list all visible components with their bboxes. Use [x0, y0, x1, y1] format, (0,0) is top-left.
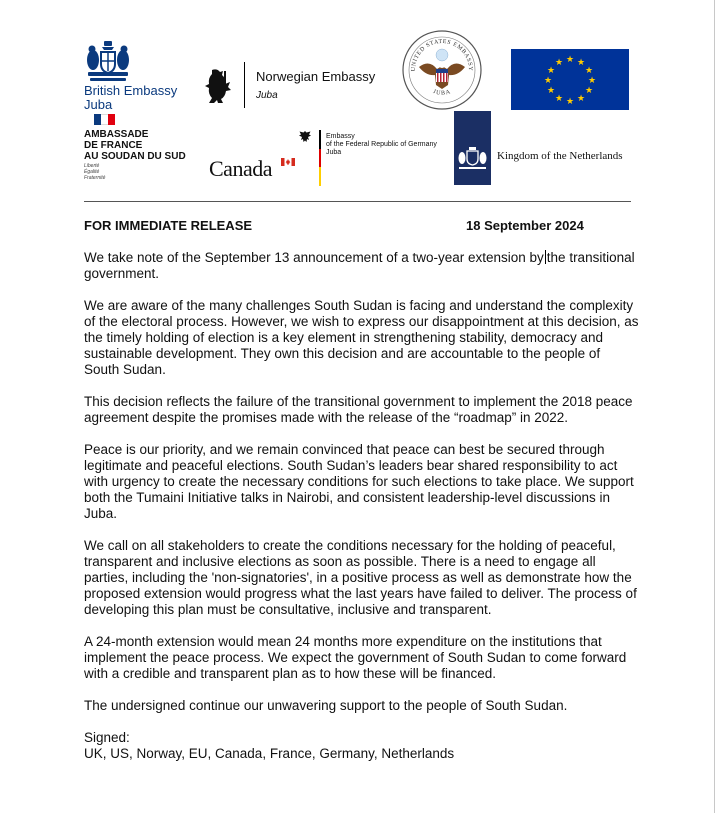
paragraph-1 — [84, 250, 639, 282]
norway-embassy-name: Norwegian Embassy — [256, 69, 376, 84]
text-cursor — [545, 250, 546, 264]
royal-coat-of-arms-icon — [84, 40, 132, 84]
german-eagle-icon — [298, 130, 312, 144]
paragraph-1-part-a: We take note of the September 13 announcement of a two-year extension by — [84, 250, 544, 265]
immediate-release-label: FOR IMMEDIATE RELEASE — [84, 218, 253, 233]
france-motto-line1: Liberté — [84, 163, 100, 169]
us-embassy-seal-icon — [401, 29, 483, 111]
paragraph-3: This decision reflects the failure of the transitional government to implement the 2018 peace agreement despite the promises made with the release of the “roadmap” in 2022. — [84, 394, 633, 425]
svg-text:★: ★ — [565, 55, 575, 65]
page-edge-divider — [714, 0, 715, 813]
canada-wordmark-logo — [209, 156, 294, 182]
france-name-line1: AMBASSADE — [84, 129, 149, 140]
header-divider — [84, 201, 631, 202]
norwegian-lion-icon — [204, 68, 232, 104]
france-name-line2: DE FRANCE — [84, 140, 143, 151]
paragraph-4: Peace is our priority, and we remain convinced that peace can best be secured through legitimate and peaceful elections. South Sudan’s leaders bear shared responsibility to act with urgency to create the necessary conditions for such elections to take place. We support both the Tumaini Initiative talks in Nairobi, and consistent leadership-level discussions in Juba. — [84, 442, 634, 521]
germany-name-line1: Embassy — [326, 133, 355, 140]
signed-label: Signed: — [84, 730, 130, 745]
release-heading — [84, 218, 631, 233]
canada-wordmark: Canada — [209, 156, 272, 181]
france-motto-line3: Fraternité — [84, 175, 106, 181]
netherlands-logo — [454, 111, 632, 186]
netherlands-coat-of-arms-icon — [454, 111, 491, 185]
france-motto-line2: Égalité — [84, 169, 100, 175]
france-motto — [84, 163, 105, 181]
paragraph-5: We call on all stakeholders to create the conditions necessary for the holding of peaceful, transparent and inclusive elections as soon as possible. There is a need to engage all parties, including the 'non-signatories', in a positive process as well as demonstrate how the proposed extension would progress what the last years have failed to deliver. The process of developing this plan must be consultative, inclusive and transparent. — [84, 538, 637, 617]
statement-body — [84, 250, 639, 762]
france-embassy-logo — [84, 114, 204, 180]
svg-text:★: ★ — [576, 58, 586, 68]
svg-text:★: ★ — [576, 94, 586, 104]
paragraph-7: The undersigned continue our unwavering support to the people of South Sudan. — [84, 698, 568, 713]
germany-name-line3: Juba — [326, 149, 342, 156]
svg-text:★: ★ — [584, 66, 594, 76]
us-seal-bottom-text: JUBA — [432, 88, 452, 97]
svg-text:★: ★ — [543, 76, 553, 86]
paragraph-1-part-b: the transitional government. — [84, 250, 635, 281]
germany-embassy-logo — [298, 130, 458, 188]
norwegian-embassy-logo — [204, 62, 394, 112]
signatories-list: UK, US, Norway, EU, Canada, France, Germany, Netherlands — [84, 746, 455, 761]
norway-divider — [244, 62, 245, 108]
netherlands-emblem-box — [454, 111, 491, 185]
canada-flag-icon — [281, 158, 295, 166]
france-name-line3: AU SOUDAN DU SUD — [84, 151, 186, 162]
german-flag-stripe-icon — [319, 130, 321, 186]
svg-text:★: ★ — [546, 66, 556, 76]
norway-embassy-city: Juba — [256, 90, 278, 101]
germany-embassy-name — [326, 133, 437, 157]
release-date: 18 September 2024 — [466, 218, 584, 233]
british-embassy-logo — [84, 40, 194, 112]
paragraph-2: We are aware of the many challenges South Sudan is facing and understand the complexity of the electoral process. However, we wish to express our disappointment at this decision, as the timely holding of election is a key element in strengthening stability, democracy and sustainable development. They own this decision and are accountable to the people of South Sudan. — [84, 298, 639, 377]
svg-text:★: ★ — [546, 86, 556, 96]
germany-name-line2: of the Federal Republic of Germany — [326, 141, 437, 148]
us-seal-top-text: UNITED STATES EMBASSY — [410, 38, 474, 72]
svg-text:★: ★ — [565, 97, 575, 107]
uk-embassy-city: Juba — [84, 97, 113, 112]
eu-flag-icon — [511, 49, 629, 110]
svg-text:★: ★ — [554, 94, 564, 104]
svg-text:★: ★ — [587, 76, 597, 86]
uk-embassy-name: British Embassy — [84, 83, 178, 98]
french-flag-icon — [94, 114, 116, 125]
svg-text:★: ★ — [584, 86, 594, 96]
netherlands-name: Kingdom of the Netherlands — [497, 150, 623, 162]
svg-text:★: ★ — [554, 58, 564, 68]
paragraph-6: A 24-month extension would mean 24 months more expenditure on the institutions that implement the peace process. We expect the government of South Sudan to come forward with a credible and transparent plan as to how these will be financed. — [84, 634, 627, 681]
france-embassy-name — [84, 129, 186, 162]
